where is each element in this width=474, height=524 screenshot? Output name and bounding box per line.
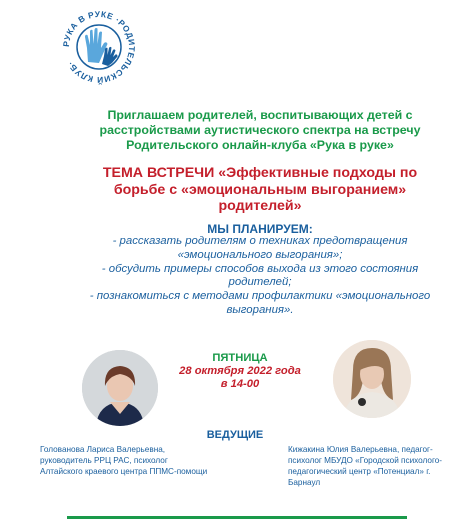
invitation-line: Родительского онлайн-клуба «Рука в руке» — [126, 138, 394, 152]
topic-line: родителей» — [218, 198, 302, 214]
list-item: - познакомиться с методами профилактики «эмоционального — [89, 290, 431, 303]
meeting-topic — [60, 165, 460, 215]
host-info-line: педагогический центр «Потенциал» г. — [288, 467, 431, 476]
plan-list — [60, 235, 460, 318]
invitation-text — [60, 108, 460, 153]
host-info-line: Барнаул — [288, 478, 321, 487]
meeting-date: 28 октября 2022 года — [179, 364, 301, 377]
meeting-time: в 14-00 — [220, 377, 260, 390]
host-info-line: Голованова Лариса Валерьевна, — [40, 445, 166, 454]
divider — [67, 516, 407, 519]
host-photo-right — [333, 340, 411, 418]
hosts-title: ВЕДУЩИЕ — [206, 429, 264, 441]
topic-line: ТЕМА ВСТРЕЧИ «Эффективные подходы по — [102, 165, 418, 181]
host-info-right — [288, 444, 458, 488]
host-info-line: Кижакина Юлия Валерьевна, педагог- — [288, 445, 433, 454]
plan-title: МЫ ПЛАНИРУЕМ: — [207, 222, 313, 236]
host-info-left — [40, 444, 230, 477]
list-item: родителей; — [228, 276, 292, 289]
host-info-line: психолог МБУДО «Городской психолого- — [288, 456, 443, 465]
logo-ring-text: РУКА В РУКЕ ·РОДИТЕЛЬСКИЙ КЛУБ· — [60, 8, 138, 86]
invitation-line: Приглашаем родителей, воспитывающих детей с — [107, 108, 413, 122]
meeting-date-block — [170, 352, 310, 390]
list-item: выгорания». — [226, 303, 294, 316]
club-logo — [58, 6, 140, 88]
list-item: «эмоционального выгорания»; — [177, 248, 343, 261]
list-item: - рассказать родителям о техниках предотвращения — [112, 235, 408, 247]
list-item: - обсудить примеры способов выхода из этого состояния — [101, 262, 419, 275]
topic-line: борьбе с «эмоциональным выгоранием» — [113, 181, 407, 198]
host-info-line: Алтайского краевого центра ППМС-помощи — [40, 467, 208, 476]
host-info-line: руководитель РРЦ РАС, психолог — [40, 456, 168, 465]
invitation-line: расстройствами аутистического спектра на встречу — [99, 123, 421, 137]
host-photo-left — [82, 350, 158, 426]
meeting-day: ПЯТНИЦА — [212, 352, 268, 364]
